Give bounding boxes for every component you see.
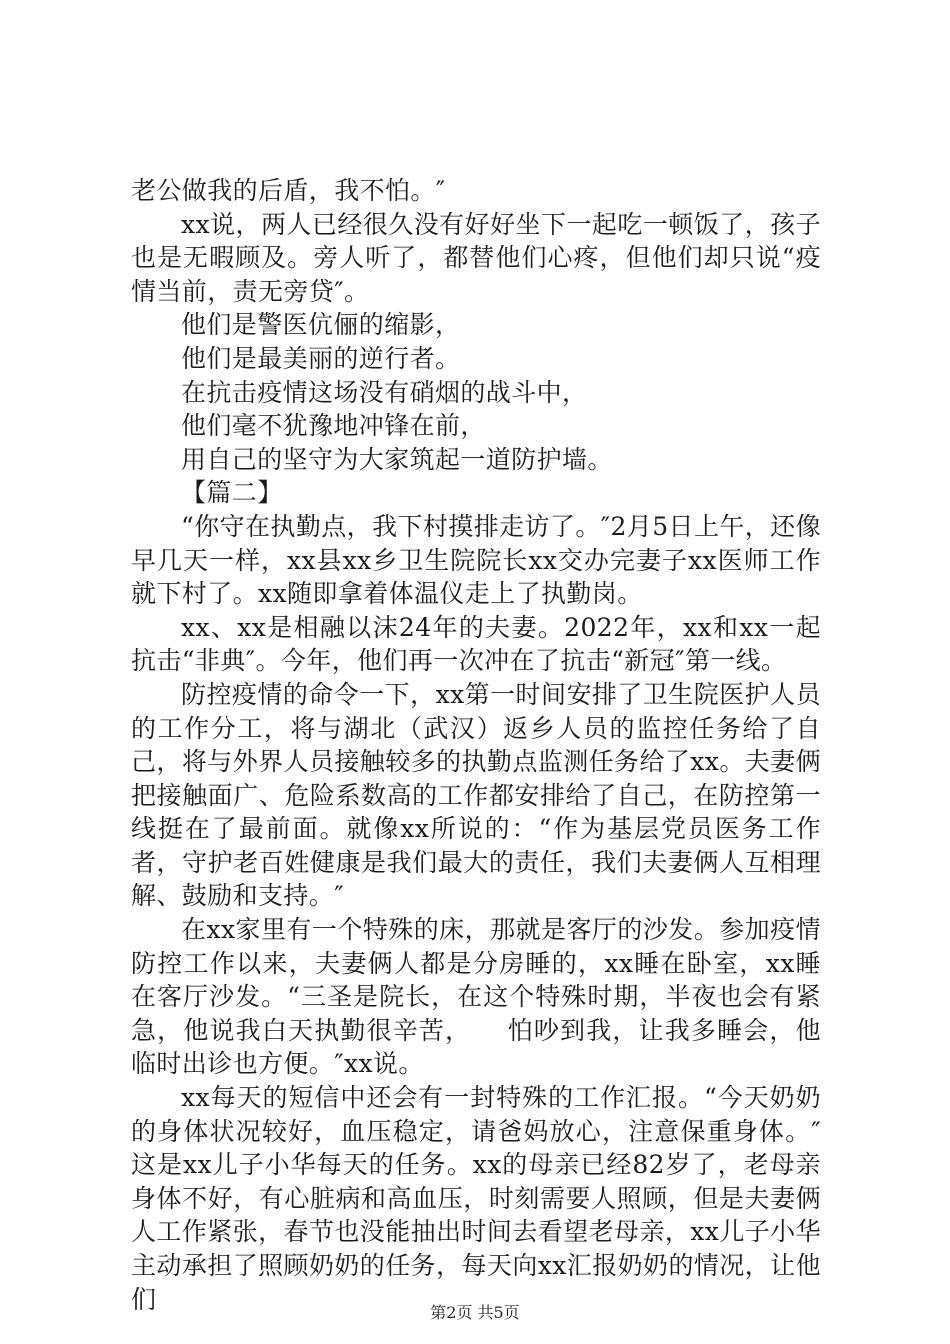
paragraph: 在抗击疫情这场没有硝烟的战斗中， xyxy=(181,377,588,407)
paragraph: xx每天的短信中还会有一封特殊的工作汇报。“今天奶奶的身体状况较好，血压稳定，请爸妈放心，注意保重身体。″这是xx儿子小华每天的任务。xx的母亲已经82岁了，老母亲身体不好，有心脏病和高血压，时刻需要人照顾，但是夫妻俩人工作紧张，春节也没能抽出时间去看望老母亲，xx儿子小华主动承担了照顾奶奶的任务，每天向xx汇报奶奶的情况，让他们 xyxy=(131,1083,821,1314)
paragraph: 在xx家里有一个特殊的床，那就是客厅的沙发。参加疫情防控工作以来，夫妻俩人都是分房睡的，xx睡在卧室，xx睡在客厅沙发。“三圣是院长，在这个特殊时期，半夜也会有紧急，他说我白天执勤很辛苦， 怕吵到我，让我多睡会，他临时出诊也方便。″xx说。 xyxy=(131,915,821,1079)
paragraph: 他们毫不犹豫地冲锋在前， xyxy=(181,411,486,441)
paragraph: 【篇二】 xyxy=(181,478,283,508)
paragraph: 防控疫情的命令一下，xx第一时间安排了卫生院医护人员的工作分工，将与湖北（武汉）返乡人员的监控任务给了自己，将与外界人员接触较多的执勤点监测任务给了xx。夫妻俩把接触面广、危险系数高的工作都安排给了自己，在防控第一线挺在了最前面。就像xx所说的：“作为基层党员医务工作者，守护老百姓健康是我们最大的责任，我们夫妻俩人互相理解、鼓励和支持。″ xyxy=(131,679,821,911)
page-footer: 第2页 共5页 xyxy=(430,1303,520,1322)
paragraph: 他们是最美丽的逆行者。 xyxy=(181,343,461,373)
document-body xyxy=(131,174,821,1316)
paragraph: 他们是警医伉俪的缩影， xyxy=(181,310,461,340)
paragraph: “你守在执勤点，我下村摸排走访了。″2月5日上午，还像早几天一样，xx县xx乡卫生院院长xx交办完妻子xx医师工作就下村了。xx随即拿着体温仪走上了执勤岗。 xyxy=(131,511,821,609)
paragraph: 用自己的坚守为大家筑起一道防护墙。 xyxy=(181,444,613,474)
paragraph: xx、xx是相融以沫24年的夫妻。2022年，xx和xx一起抗击“非典″。今年，他们再一次冲在了抗击“新冠″第一线。 xyxy=(131,612,821,676)
paragraph: 老公做我的后盾，我不怕。″ xyxy=(131,176,446,205)
paragraph: xx说，两人已经很久没有好好坐下一起吃一顿饭了，孩子也是无暇顾及。旁人听了，都替他们心疼，但他们却只说“疫情当前，责无旁贷″。 xyxy=(131,209,821,306)
